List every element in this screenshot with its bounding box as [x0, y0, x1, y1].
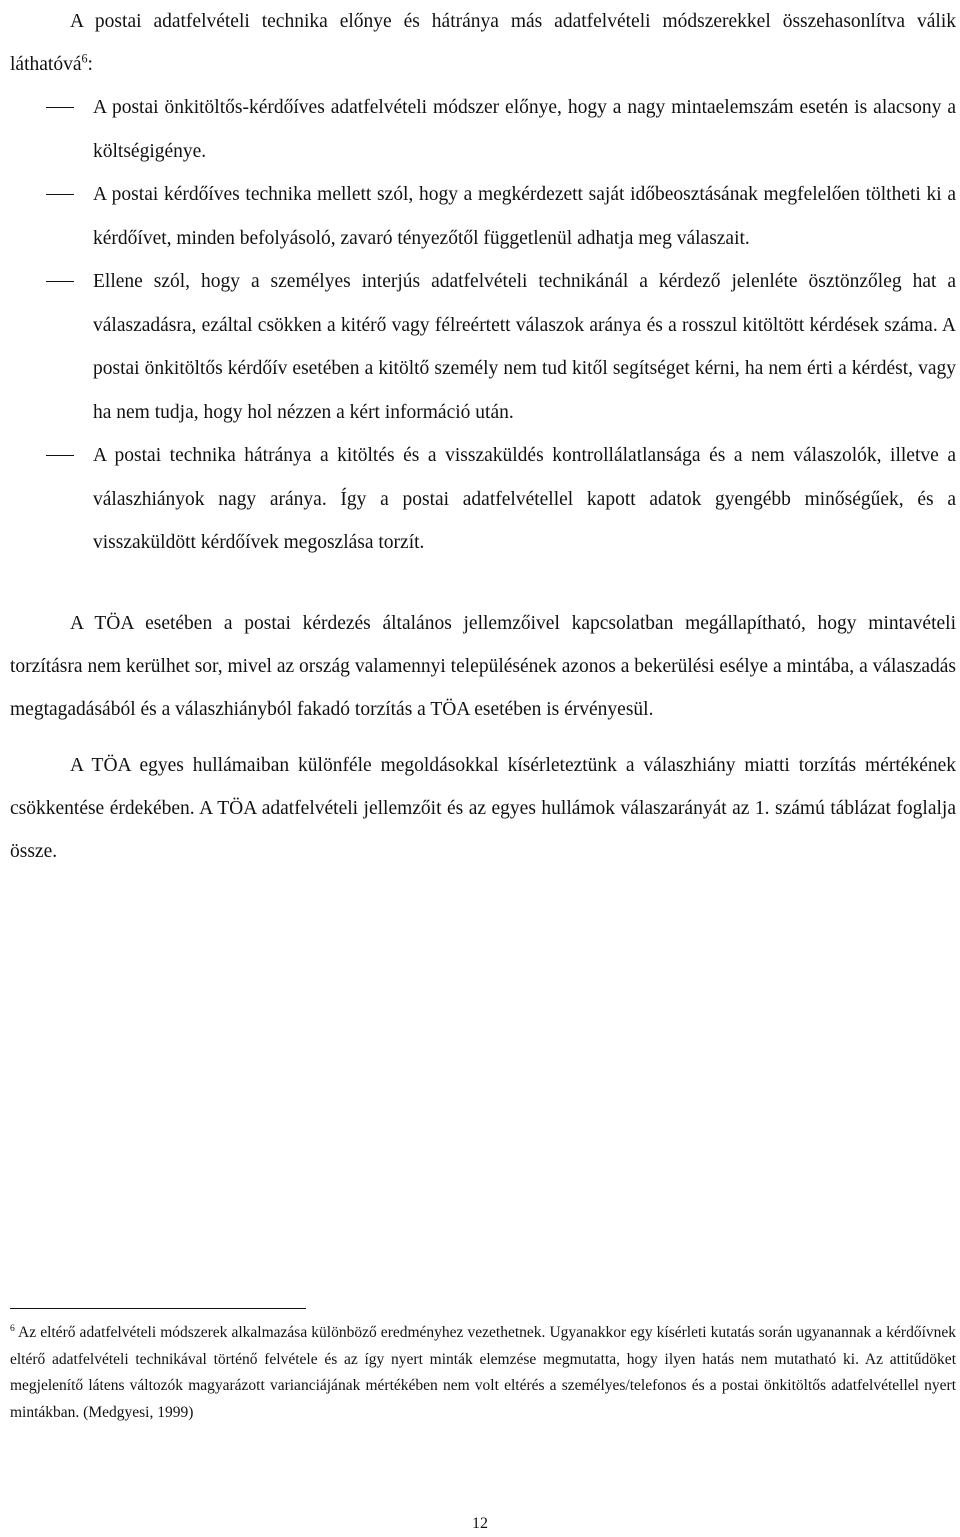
- footnote-text: Az eltérő adatfelvételi módszerek alkalmazása különböző eredményhez vezethetnek. Ugyanakkor egy kísérleti kutatás során ugyanannak a kérdőívnek eltérő adatfelvételi technikával történő felvétele és az így nyert minták elemzése megmutatta, hogy ilyen hatás nem mutatható ki. Az attitűdöket megjelenítő látens változók magyarázott varianciájának mértékében nem volt eltérés a személyes/telefonos és a postai önkitöltős adatfelvétellel nyert mintákban. (Medgyesi, 1999): [10, 1324, 956, 1421]
- footnote: [10, 1320, 956, 1426]
- dash-bullet-icon: [46, 281, 74, 282]
- list-item: [10, 434, 956, 565]
- footnote-number: 6: [10, 1322, 15, 1334]
- intro-text: A postai adatfelvételi technika előnye és hátránya más adatfelvételi módszerekkel összehasonlítva válik láthatóvá: [10, 11, 956, 75]
- list-item: [10, 86, 956, 173]
- list-item: [10, 173, 956, 260]
- page-body: [10, 0, 956, 873]
- dash-bullet-icon: [46, 455, 74, 456]
- page-number: 12: [472, 1515, 488, 1532]
- intro-suffix: :: [87, 54, 93, 75]
- list-item-text: A postai önkitöltős-kérdőíves adatfelvételi módszer előnye, hogy a nagy mintaelemszám esetén is alacsony a költségigénye.: [93, 97, 956, 162]
- list-item: [10, 260, 956, 434]
- body-paragraph: A TÖA esetében a postai kérdezés általános jellemzőivel kapcsolatban megállapítható, hogy mintavételi torzításra nem kerülhet sor, mivel az ország valamennyi településének azonos a bekerülési esélye a mintába, a válaszadás megtagadásából és a válaszhiányból fakadó torzítás a TÖA esetében is érvényesül.: [10, 612, 956, 720]
- list-item-text: A postai technika hátránya a kitöltés és a visszaküldés kontrollálatlansága és a nem válaszolók, illetve a válaszhiányok nagy aránya. Így a postai adatfelvétellel kapott adatok gyengébb minőségűek, és a visszaküldött kérdőívek megoszlása torzít.: [93, 445, 956, 553]
- footnote-separator: [10, 1308, 306, 1309]
- bullet-list: [10, 86, 956, 565]
- list-item-text: Ellene szól, hogy a személyes interjús adatfelvételi technikánál a kérdező jelenléte ösztönzőleg hat a válaszadásra, ezáltal csökken a kitérő vagy félreértett válaszok aránya és a rosszul kitöltött kérdések száma. A postai önkitöltős kérdőív esetében a kitöltő személy nem tud kitől segítséget kérni, ha nem érti a kérdést, vagy ha nem tudja, hogy hol nézzen a kért információ után.: [93, 271, 956, 423]
- dash-bullet-icon: [46, 107, 74, 108]
- body-paragraph: A TÖA egyes hullámaiban különféle megoldásokkal kísérleteztünk a válaszhiány miatti torzítás mértékének csökkentése érdekében. A TÖA adatfelvételi jellemzőit és az egyes hullámok válaszarányát az 1. számú táblázat foglalja össze.: [10, 754, 956, 862]
- footnote-reference[interactable]: 6: [81, 51, 88, 66]
- intro-paragraph: [10, 0, 956, 86]
- dash-bullet-icon: [46, 194, 74, 195]
- list-item-text: A postai kérdőíves technika mellett szól, hogy a megkérdezett saját időbeosztásának megfelelően töltheti ki a kérdőívet, minden befolyásoló, zavaró tényezőtől függetlenül adhatja meg válaszait.: [93, 184, 956, 249]
